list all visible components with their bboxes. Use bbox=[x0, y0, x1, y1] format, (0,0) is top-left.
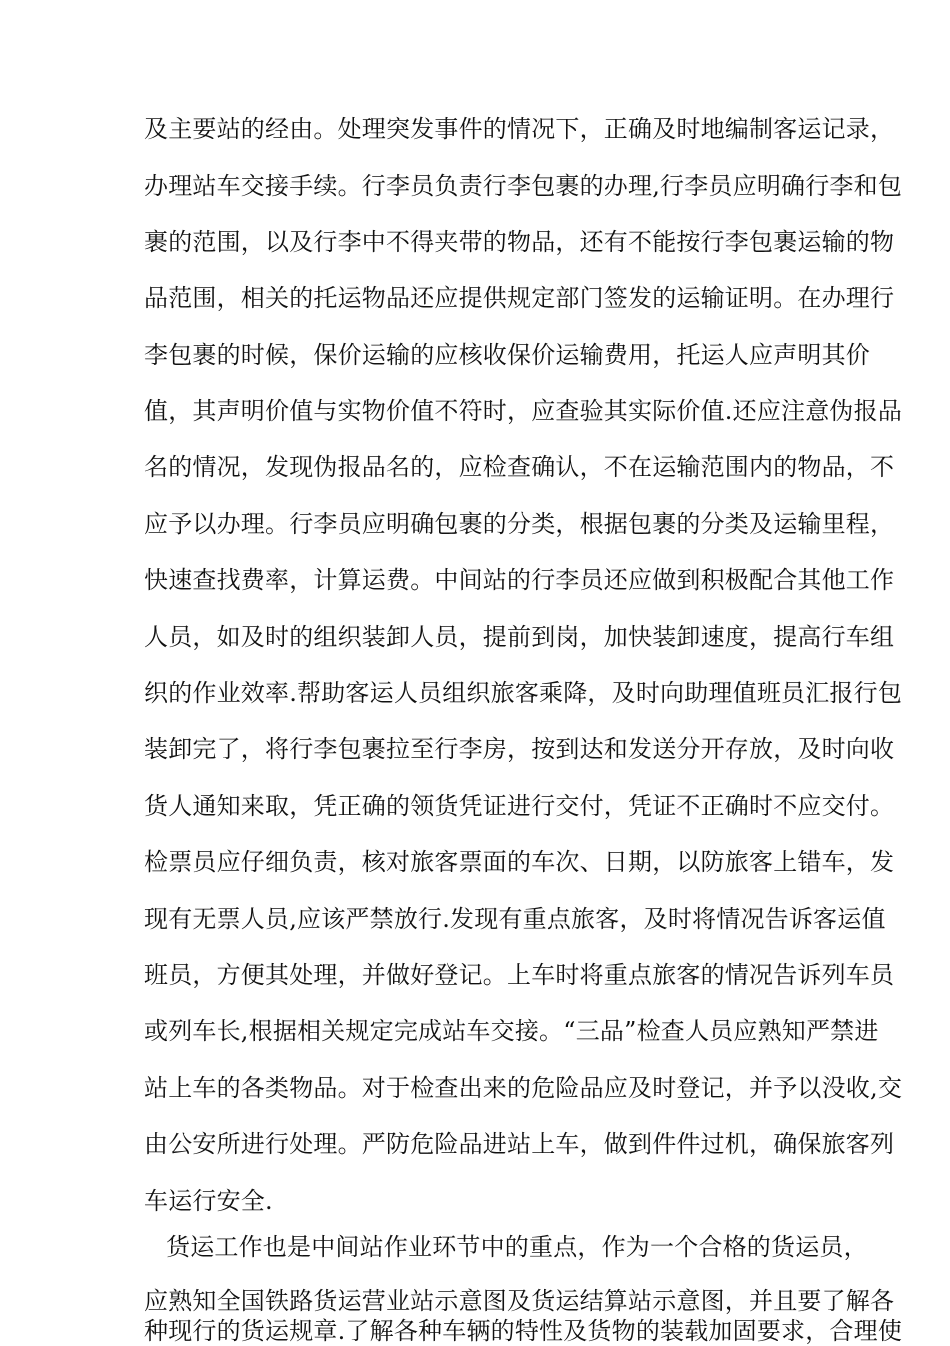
text-line-20: 车运行安全. bbox=[144, 1187, 273, 1215]
text-line-17: 或列车长,根据相关规定完成站车交接。“三品”检查人员应熟知严禁进 bbox=[144, 1017, 879, 1045]
text-line-2: 办理站车交接手续。行李员负责行李包裹的办理,行李员应明确行李和包 bbox=[144, 172, 903, 200]
text-line-11: 织的作业效率.帮助客运人员组织旅客乘降，及时向助理值班员汇报行包 bbox=[144, 679, 903, 707]
text-line-13: 货人通知来取，凭正确的领货凭证进行交付，凭证不正确时不应交付。 bbox=[144, 792, 895, 820]
text-line-9: 快速查找费率，计算运费。中间站的行李员还应做到积极配合其他工作 bbox=[144, 566, 895, 594]
paragraph-2-line-3: 种现行的货运规章.了解各种车辆的特性及货物的装载加固要求，合理使 bbox=[144, 1317, 903, 1345]
text-line-1: 及主要站的经由。处理突发事件的情况下，正确及时地编制客运记录， bbox=[144, 115, 895, 143]
text-line-19: 由公安所进行处理。严防危险品进站上车，做到件件过机，确保旅客列 bbox=[144, 1130, 895, 1158]
text-line-16: 班员，方便其处理，并做好登记。上车时将重点旅客的情况告诉列车员 bbox=[144, 961, 895, 989]
paragraph-2-line-1: 货运工作也是中间站作业环节中的重点，作为一个合格的货运员， bbox=[166, 1233, 868, 1261]
text-line-18: 站上车的各类物品。对于检查出来的危险品应及时登记，并予以没收,交 bbox=[144, 1074, 903, 1102]
text-line-15: 现有无票人员,应该严禁放行.发现有重点旅客，及时将情况告诉客运值 bbox=[144, 905, 886, 933]
text-line-14: 检票员应仔细负责，核对旅客票面的车次、日期，以防旅客上错车，发 bbox=[144, 848, 895, 876]
text-line-12: 装卸完了，将行李包裹拉至行李房，按到达和发送分开存放，及时向收 bbox=[144, 735, 895, 763]
text-line-10: 人员，如及时的组织装卸人员，提前到岗，加快装卸速度，提高行车组 bbox=[144, 623, 895, 651]
text-line-6: 值，其声明价值与实物价值不符时，应查验其实际价值.还应注意伪报品 bbox=[144, 397, 903, 425]
paragraph-2-line-2: 应熟知全国铁路货运营业站示意图及货运结算站示意图，并且要了解各 bbox=[144, 1287, 895, 1315]
text-line-7: 名的情况，发现伪报品名的，应检查确认，不在运输范围内的物品，不 bbox=[144, 453, 895, 481]
text-line-4: 品范围，相关的托运物品还应提供规定部门签发的运输证明。在办理行 bbox=[144, 284, 895, 312]
text-line-8: 应予以办理。行李员应明确包裹的分类，根据包裹的分类及运输里程， bbox=[144, 510, 895, 538]
text-line-5: 李包裹的时候，保价运输的应核收保价运输费用，托运人应声明其价 bbox=[144, 341, 870, 369]
text-line-3: 裹的范围，以及行李中不得夹带的物品，还有不能按行李包裹运输的物 bbox=[144, 228, 895, 256]
